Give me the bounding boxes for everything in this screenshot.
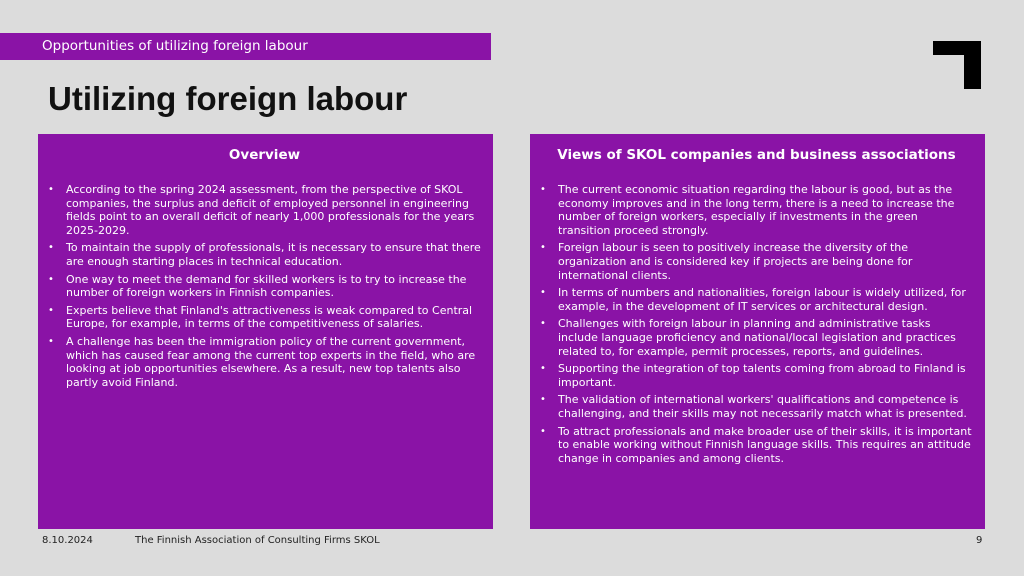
overview-bullet: • Experts believe that Finland's attractiveness is weak compared to Central Europe, for example, in terms of the competitiveness of salaries. <box>48 304 481 331</box>
overview-bullet-list <box>48 183 481 389</box>
page-title: Utilizing foreign labour <box>48 80 408 117</box>
skol-views-panel <box>530 134 985 529</box>
overview-bullet: • A challenge has been the immigration policy of the current government, which has caused fear among the current top experts in the field, who are looking at job opportunities elsewhere. As a result, new top talents also partly avoid Finland. <box>48 335 481 389</box>
skol-views-bullet: • Supporting the integration of top talents coming from abroad to Finland is important. <box>540 362 973 389</box>
skol-views-bullet-list <box>540 183 973 465</box>
overview-heading: Overview <box>228 147 301 163</box>
skol-views-bullet: • Foreign labour is seen to positively increase the diversity of the organization and is considered key if projects are being done for international clients. <box>540 241 973 282</box>
overview-bullet: • According to the spring 2024 assessment, from the perspective of SKOL companies, the surplus and deficit of employed personnel in engineering fields point to an overall deficit of nearly 1,000 professionals for the years 2025-2029. <box>48 183 481 237</box>
skol-views-bullet: • Challenges with foreign labour in planning and administrative tasks include language proficiency and national/local legislation and practices related to, for example, permit processes, reports, and guidelines. <box>540 317 973 358</box>
footer-organization: The Finnish Association of Consulting Firms SKOL <box>135 535 380 546</box>
skol-views-bullet: • To attract professionals and make broader use of their skills, it is important to enable working without Finnish language skills. This requires an attitude change in companies and among clients. <box>540 425 973 466</box>
page-number: 9 <box>976 535 983 546</box>
section-label-bar <box>0 33 491 60</box>
overview-panel <box>38 134 493 529</box>
skol-views-heading: Views of SKOL companies and business associations <box>557 147 956 163</box>
corner-bracket-icon <box>933 41 981 89</box>
overview-bullet: • To maintain the supply of professionals, it is necessary to ensure that there are enough starting places in technical education. <box>48 241 481 268</box>
footer-date: 8.10.2024 <box>42 535 93 546</box>
skol-views-bullet: • The current economic situation regarding the labour is good, but as the economy improves and in the long term, there is a need to increase the number of foreign workers, especially if investments in the green transition proceed strongly. <box>540 183 973 237</box>
skol-views-bullet: • The validation of international workers' qualifications and competence is challenging, and their skills may not necessarily match what is presented. <box>540 393 973 420</box>
overview-bullet: • One way to meet the demand for skilled workers is to try to increase the number of foreign workers in Finnish companies. <box>48 273 481 300</box>
skol-views-bullet: • In terms of numbers and nationalities, foreign labour is widely utilized, for example, in the development of IT services or architectural design. <box>540 286 973 313</box>
section-label: Opportunities of utilizing foreign labour <box>42 38 308 54</box>
